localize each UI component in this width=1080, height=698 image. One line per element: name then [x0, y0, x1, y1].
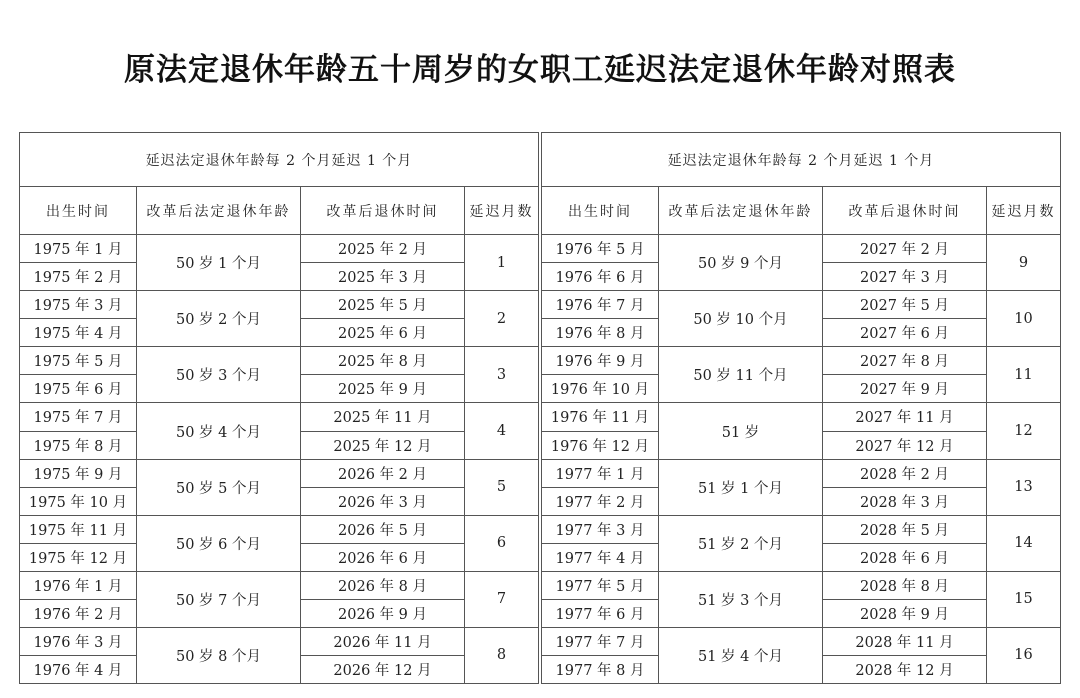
retirement-age-cell: 51 岁 — [659, 403, 823, 459]
retirement-date-cell: 2028 年 9 月 — [823, 599, 987, 627]
retirement-date-cell: 2026 年 12 月 — [301, 655, 465, 683]
birth-date-cell: 1976 年 1 月 — [20, 571, 137, 599]
comparison-table — [541, 132, 1061, 684]
birth-date-cell: 1977 年 1 月 — [542, 459, 659, 487]
birth-date-cell: 1977 年 4 月 — [542, 543, 659, 571]
retirement-age-cell: 50 岁 5 个月 — [137, 459, 301, 515]
birth-date-cell: 1975 年 6 月 — [20, 375, 137, 403]
delay-months-cell: 4 — [465, 403, 539, 459]
retirement-age-cell: 50 岁 1 个月 — [137, 235, 301, 291]
table-banner-row — [20, 133, 539, 187]
retirement-date-cell: 2028 年 12 月 — [823, 655, 987, 683]
birth-date-cell: 1975 年 2 月 — [20, 263, 137, 291]
retirement-age-cell: 51 岁 1 个月 — [659, 459, 823, 515]
birth-date-cell: 1976 年 12 月 — [542, 431, 659, 459]
column-header: 改革后退休时间 — [823, 187, 987, 235]
retirement-age-cell: 51 岁 4 个月 — [659, 627, 823, 683]
delay-months-cell: 1 — [465, 235, 539, 291]
delay-months-cell: 3 — [465, 347, 539, 403]
table-row — [542, 571, 1061, 599]
delay-months-cell: 2 — [465, 291, 539, 347]
delay-months-cell: 8 — [465, 627, 539, 683]
retirement-age-cell: 50 岁 10 个月 — [659, 291, 823, 347]
retirement-date-cell: 2026 年 6 月 — [301, 543, 465, 571]
retirement-date-cell: 2025 年 3 月 — [301, 263, 465, 291]
table-row — [542, 627, 1061, 655]
table-row — [20, 235, 539, 263]
retirement-date-cell: 2025 年 9 月 — [301, 375, 465, 403]
birth-date-cell: 1977 年 6 月 — [542, 599, 659, 627]
birth-date-cell: 1977 年 2 月 — [542, 487, 659, 515]
birth-date-cell: 1976 年 11 月 — [542, 403, 659, 431]
birth-date-cell: 1975 年 5 月 — [20, 347, 137, 375]
birth-date-cell: 1975 年 12 月 — [20, 543, 137, 571]
retirement-date-cell: 2027 年 3 月 — [823, 263, 987, 291]
birth-date-cell: 1975 年 3 月 — [20, 291, 137, 319]
retirement-age-cell: 50 岁 7 个月 — [137, 571, 301, 627]
delay-months-cell: 12 — [987, 403, 1061, 459]
table-banner: 延迟法定退休年龄每 2 个月延迟 1 个月 — [20, 133, 539, 187]
delay-months-cell: 11 — [987, 347, 1061, 403]
retirement-date-cell: 2025 年 6 月 — [301, 319, 465, 347]
retirement-age-cell: 51 岁 2 个月 — [659, 515, 823, 571]
birth-date-cell: 1977 年 7 月 — [542, 627, 659, 655]
birth-date-cell: 1976 年 6 月 — [542, 263, 659, 291]
column-header: 改革后法定退休年龄 — [659, 187, 823, 235]
birth-date-cell: 1975 年 8 月 — [20, 431, 137, 459]
column-header: 延迟月数 — [987, 187, 1061, 235]
birth-date-cell: 1976 年 9 月 — [542, 347, 659, 375]
retirement-date-cell: 2028 年 3 月 — [823, 487, 987, 515]
retirement-date-cell: 2028 年 11 月 — [823, 627, 987, 655]
birth-date-cell: 1976 年 7 月 — [542, 291, 659, 319]
retirement-age-cell: 50 岁 6 个月 — [137, 515, 301, 571]
delay-months-cell: 9 — [987, 235, 1061, 291]
retirement-date-cell: 2026 年 8 月 — [301, 571, 465, 599]
column-header: 延迟月数 — [465, 187, 539, 235]
table-row — [20, 627, 539, 655]
retirement-table-left — [19, 132, 538, 684]
delay-months-cell: 14 — [987, 515, 1061, 571]
retirement-date-cell: 2026 年 5 月 — [301, 515, 465, 543]
delay-months-cell: 13 — [987, 459, 1061, 515]
retirement-date-cell: 2027 年 9 月 — [823, 375, 987, 403]
retirement-age-cell: 50 岁 8 个月 — [137, 627, 301, 683]
retirement-date-cell: 2025 年 2 月 — [301, 235, 465, 263]
retirement-age-cell: 51 岁 3 个月 — [659, 571, 823, 627]
retirement-date-cell: 2028 年 2 月 — [823, 459, 987, 487]
column-header: 改革后法定退休年龄 — [137, 187, 301, 235]
birth-date-cell: 1976 年 2 月 — [20, 599, 137, 627]
table-row — [542, 515, 1061, 543]
table-row — [542, 459, 1061, 487]
birth-date-cell: 1975 年 4 月 — [20, 319, 137, 347]
birth-date-cell: 1975 年 10 月 — [20, 487, 137, 515]
birth-date-cell: 1976 年 3 月 — [20, 627, 137, 655]
page-title: 原法定退休年龄五十周岁的女职工延迟法定退休年龄对照表 — [124, 52, 956, 88]
retirement-age-cell: 50 岁 9 个月 — [659, 235, 823, 291]
retirement-date-cell: 2026 年 9 月 — [301, 599, 465, 627]
retirement-date-cell: 2027 年 2 月 — [823, 235, 987, 263]
retirement-date-cell: 2025 年 5 月 — [301, 291, 465, 319]
retirement-age-cell: 50 岁 3 个月 — [137, 347, 301, 403]
birth-date-cell: 1976 年 4 月 — [20, 655, 137, 683]
table-row — [20, 515, 539, 543]
retirement-date-cell: 2026 年 2 月 — [301, 459, 465, 487]
retirement-date-cell: 2027 年 12 月 — [823, 431, 987, 459]
birth-date-cell: 1977 年 5 月 — [542, 571, 659, 599]
retirement-date-cell: 2025 年 12 月 — [301, 431, 465, 459]
birth-date-cell: 1976 年 8 月 — [542, 319, 659, 347]
delay-months-cell: 15 — [987, 571, 1061, 627]
retirement-date-cell: 2027 年 11 月 — [823, 403, 987, 431]
birth-date-cell: 1975 年 9 月 — [20, 459, 137, 487]
delay-months-cell: 10 — [987, 291, 1061, 347]
retirement-age-cell: 50 岁 2 个月 — [137, 291, 301, 347]
table-row — [542, 235, 1061, 263]
table-row — [20, 347, 539, 375]
retirement-age-cell: 50 岁 4 个月 — [137, 403, 301, 459]
retirement-date-cell: 2025 年 11 月 — [301, 403, 465, 431]
retirement-date-cell: 2027 年 8 月 — [823, 347, 987, 375]
birth-date-cell: 1976 年 5 月 — [542, 235, 659, 263]
table-row — [20, 291, 539, 319]
retirement-date-cell: 2025 年 8 月 — [301, 347, 465, 375]
column-header: 出生时间 — [542, 187, 659, 235]
retirement-date-cell: 2027 年 5 月 — [823, 291, 987, 319]
table-header-row — [20, 187, 539, 235]
table-banner: 延迟法定退休年龄每 2 个月延迟 1 个月 — [542, 133, 1061, 187]
table-banner-row — [542, 133, 1061, 187]
table-row — [20, 403, 539, 431]
retirement-date-cell: 2026 年 11 月 — [301, 627, 465, 655]
birth-date-cell: 1977 年 8 月 — [542, 655, 659, 683]
table-row — [542, 291, 1061, 319]
birth-date-cell: 1975 年 7 月 — [20, 403, 137, 431]
retirement-date-cell: 2026 年 3 月 — [301, 487, 465, 515]
table-row — [542, 347, 1061, 375]
table-row — [20, 571, 539, 599]
birth-date-cell: 1975 年 1 月 — [20, 235, 137, 263]
column-header: 改革后退休时间 — [301, 187, 465, 235]
delay-months-cell: 6 — [465, 515, 539, 571]
retirement-table-right — [541, 132, 1060, 684]
delay-months-cell: 5 — [465, 459, 539, 515]
column-header: 出生时间 — [20, 187, 137, 235]
retirement-date-cell: 2028 年 8 月 — [823, 571, 987, 599]
retirement-date-cell: 2028 年 6 月 — [823, 543, 987, 571]
birth-date-cell: 1976 年 10 月 — [542, 375, 659, 403]
delay-months-cell: 16 — [987, 627, 1061, 683]
table-row — [20, 459, 539, 487]
retirement-age-cell: 50 岁 11 个月 — [659, 347, 823, 403]
retirement-date-cell: 2027 年 6 月 — [823, 319, 987, 347]
retirement-date-cell: 2028 年 5 月 — [823, 515, 987, 543]
comparison-table — [19, 132, 539, 684]
delay-months-cell: 7 — [465, 571, 539, 627]
table-header-row — [542, 187, 1061, 235]
table-row — [542, 403, 1061, 431]
birth-date-cell: 1975 年 11 月 — [20, 515, 137, 543]
birth-date-cell: 1977 年 3 月 — [542, 515, 659, 543]
